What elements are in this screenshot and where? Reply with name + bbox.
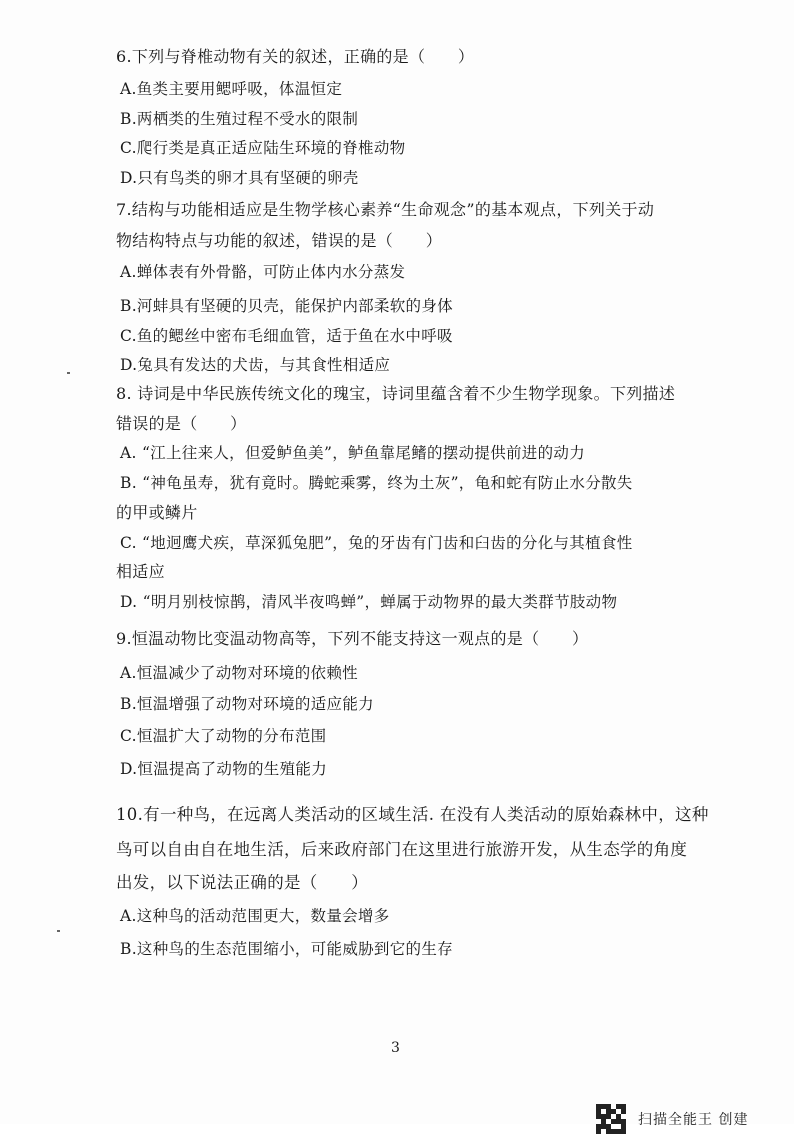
question-7-option-a: A.蝉体表有外骨骼，可防止体内水分蒸发 (120, 263, 406, 281)
question-6-option-c: C.爬行类是真正适应陆生环境的脊椎动物 (120, 139, 406, 157)
question-7-stem-line-1: 7.结构与功能相适应是生物学核心素养“生命观念”的基本观点，下列关于动 (116, 200, 655, 219)
question-9-option-a: A.恒温减少了动物对环境的依赖性 (120, 664, 358, 682)
question-6-option-d: D.只有鸟类的卵才具有坚硬的卵壳 (120, 169, 359, 187)
question-9-option-c: C.恒温扩大了动物的分布范围 (120, 727, 327, 745)
scan-speck (67, 372, 70, 374)
qr-code-icon (596, 1104, 626, 1134)
question-10-option-b: B.这种鸟的生态范围缩小，可能威胁到它的生存 (120, 940, 453, 958)
question-8-option-c-line-2: 相适应 (116, 562, 165, 581)
question-8-option-b-line-2: 的甲或鳞片 (116, 503, 198, 522)
question-8-stem-line-1: 8. 诗词是中华民族传统文化的瑰宝，诗词里蕴含着不少生物学现象。下列描述 (116, 384, 676, 403)
scan-speck (57, 930, 60, 932)
watermark-text: 扫描全能王 创建 (638, 1112, 749, 1128)
question-8-option-d: D. “明月别枝惊鹊，清风半夜鸣蝉”，蝉属于动物界的最大类群节肢动物 (120, 593, 618, 611)
question-10-stem-line-2: 鸟可以自由自在地生活，后来政府部门在这里进行旅游开发，从生态学的角度 (116, 840, 688, 859)
question-7-option-b: B.河蚌具有坚硬的贝壳，能保护内部柔软的身体 (120, 297, 453, 315)
page-number: 3 (391, 1040, 400, 1056)
question-8-stem-line-2: 错误的是（ ） (116, 414, 247, 433)
question-9-stem-line-1: 9.恒温动物比变温动物高等，下列不能支持这一观点的是（ ） (116, 629, 589, 648)
question-7-stem-line-2: 物结构特点与功能的叙述，错误的是（ ） (116, 231, 443, 250)
question-8-option-c-line-1: C. “地迥鹰犬疾，草深狐兔肥”，兔的牙齿有门齿和臼齿的分化与其植食性 (120, 534, 633, 552)
question-10-stem-line-3: 出发，以下说法正确的是（ ） (116, 873, 368, 892)
question-8-option-b-line-1: B. “神龟虽寿，犹有竟时。腾蛇乘雾，终为土灰”，龟和蛇有防止水分散失 (120, 474, 633, 492)
question-6-option-a: A.鱼类主要用鳃呼吸，体温恒定 (120, 80, 343, 98)
question-10-stem-line-1: 10.有一种鸟，在远离人类活动的区域生活. 在没有人类活动的原始森林中，这种 (116, 805, 709, 824)
question-8-option-a: A. “江上往来人，但爱鲈鱼美”，鲈鱼靠尾鳍的摆动提供前进的动力 (120, 444, 585, 462)
question-6-stem-line-1: 6.下列与脊椎动物有关的叙述，正确的是（ ） (116, 47, 475, 66)
question-6-option-b: B.两栖类的生殖过程不受水的限制 (120, 110, 359, 128)
question-10-option-a: A.这种鸟的活动范围更大，数量会增多 (120, 907, 390, 925)
question-9-option-b: B.恒温增强了动物对环境的适应能力 (120, 695, 374, 713)
question-7-option-d: D.兔具有发达的犬齿，与其食性相适应 (120, 356, 391, 374)
question-7-option-c: C.鱼的鳃丝中密布毛细血管，适于鱼在水中呼吸 (120, 327, 453, 345)
question-9-option-d: D.恒温提高了动物的生殖能力 (120, 760, 328, 778)
scanner-watermark (596, 1102, 748, 1136)
